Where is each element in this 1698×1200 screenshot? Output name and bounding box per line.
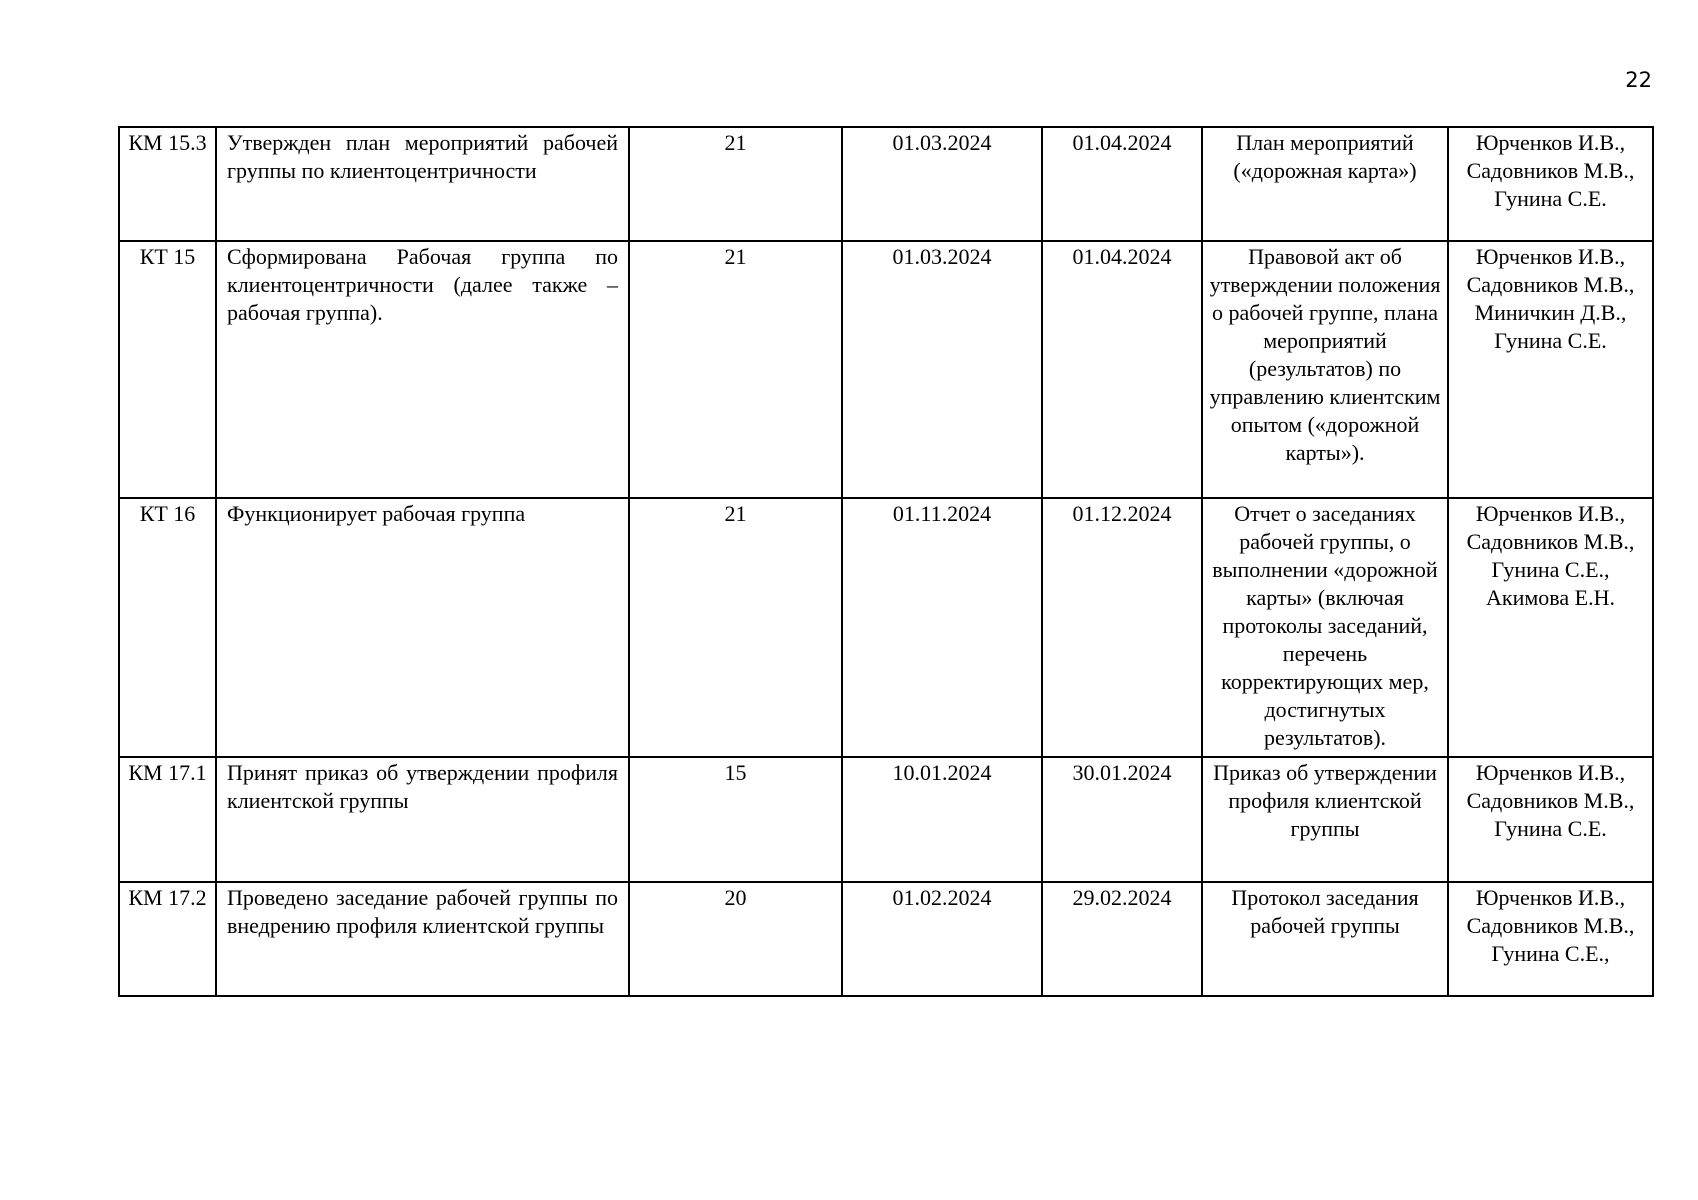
row-responsible: Юрченков И.В., Садовников М.В., Миничкин Д.В., Гунина С.Е. [1448, 241, 1653, 498]
row-code: КМ 17.1 [119, 757, 216, 882]
row-start-date: 01.03.2024 [842, 127, 1042, 241]
row-name: Функционирует рабочая группа [216, 498, 629, 757]
row-start-date: 01.11.2024 [842, 498, 1042, 757]
row-start-date: 10.01.2024 [842, 757, 1042, 882]
row-responsible: Юрченков И.В., Садовников М.В., Гунина С.Е., [1448, 882, 1653, 996]
row-start-date: 01.02.2024 [842, 882, 1042, 996]
plan-table [118, 126, 1654, 997]
table-row [119, 882, 1653, 996]
row-end-date: 30.01.2024 [1042, 757, 1202, 882]
row-end-date: 01.04.2024 [1042, 241, 1202, 498]
table-row [119, 757, 1653, 882]
row-duration: 15 [629, 757, 842, 882]
row-result: Протокол заседания рабочей группы [1202, 882, 1448, 996]
row-code: КМ 15.3 [119, 127, 216, 241]
row-name: Принят приказ об утверждении профиля клиентской группы [216, 757, 629, 882]
row-duration: 20 [629, 882, 842, 996]
row-result: Правовой акт об утверждении положения о рабочей группе, плана мероприятий (результатов) по управлению клиентским опытом («дорожной карты»). [1202, 241, 1448, 498]
row-code: КМ 17.2 [119, 882, 216, 996]
row-result: План мероприятий («дорожная карта») [1202, 127, 1448, 241]
row-result: Приказ об утверждении профиля клиентской группы [1202, 757, 1448, 882]
table-row [119, 241, 1653, 498]
table-row [119, 498, 1653, 757]
table-row [119, 127, 1653, 241]
row-code: КТ 15 [119, 241, 216, 498]
row-name: Утвержден план мероприятий рабочей группы по клиентоцентричности [216, 127, 629, 241]
row-name: Сформирована Рабочая группа по клиентоцентричности (далее также – рабочая группа). [216, 241, 629, 498]
page-number: 22 [1625, 68, 1652, 92]
row-code: КТ 16 [119, 498, 216, 757]
row-end-date: 01.12.2024 [1042, 498, 1202, 757]
row-end-date: 01.04.2024 [1042, 127, 1202, 241]
row-responsible: Юрченков И.В., Садовников М.В., Гунина С.Е., Акимова Е.Н. [1448, 498, 1653, 757]
row-responsible: Юрченков И.В., Садовников М.В., Гунина С.Е. [1448, 127, 1653, 241]
row-start-date: 01.03.2024 [842, 241, 1042, 498]
row-result: Отчет о заседаниях рабочей группы, о выполнении «дорожной карты» (включая протоколы заседаний, перечень корректирующих мер, достигнутых результатов). [1202, 498, 1448, 757]
row-duration: 21 [629, 498, 842, 757]
row-end-date: 29.02.2024 [1042, 882, 1202, 996]
row-responsible: Юрченков И.В., Садовников М.В., Гунина С.Е. [1448, 757, 1653, 882]
row-name: Проведено заседание рабочей группы по внедрению профиля клиентской группы [216, 882, 629, 996]
row-duration: 21 [629, 241, 842, 498]
row-duration: 21 [629, 127, 842, 241]
